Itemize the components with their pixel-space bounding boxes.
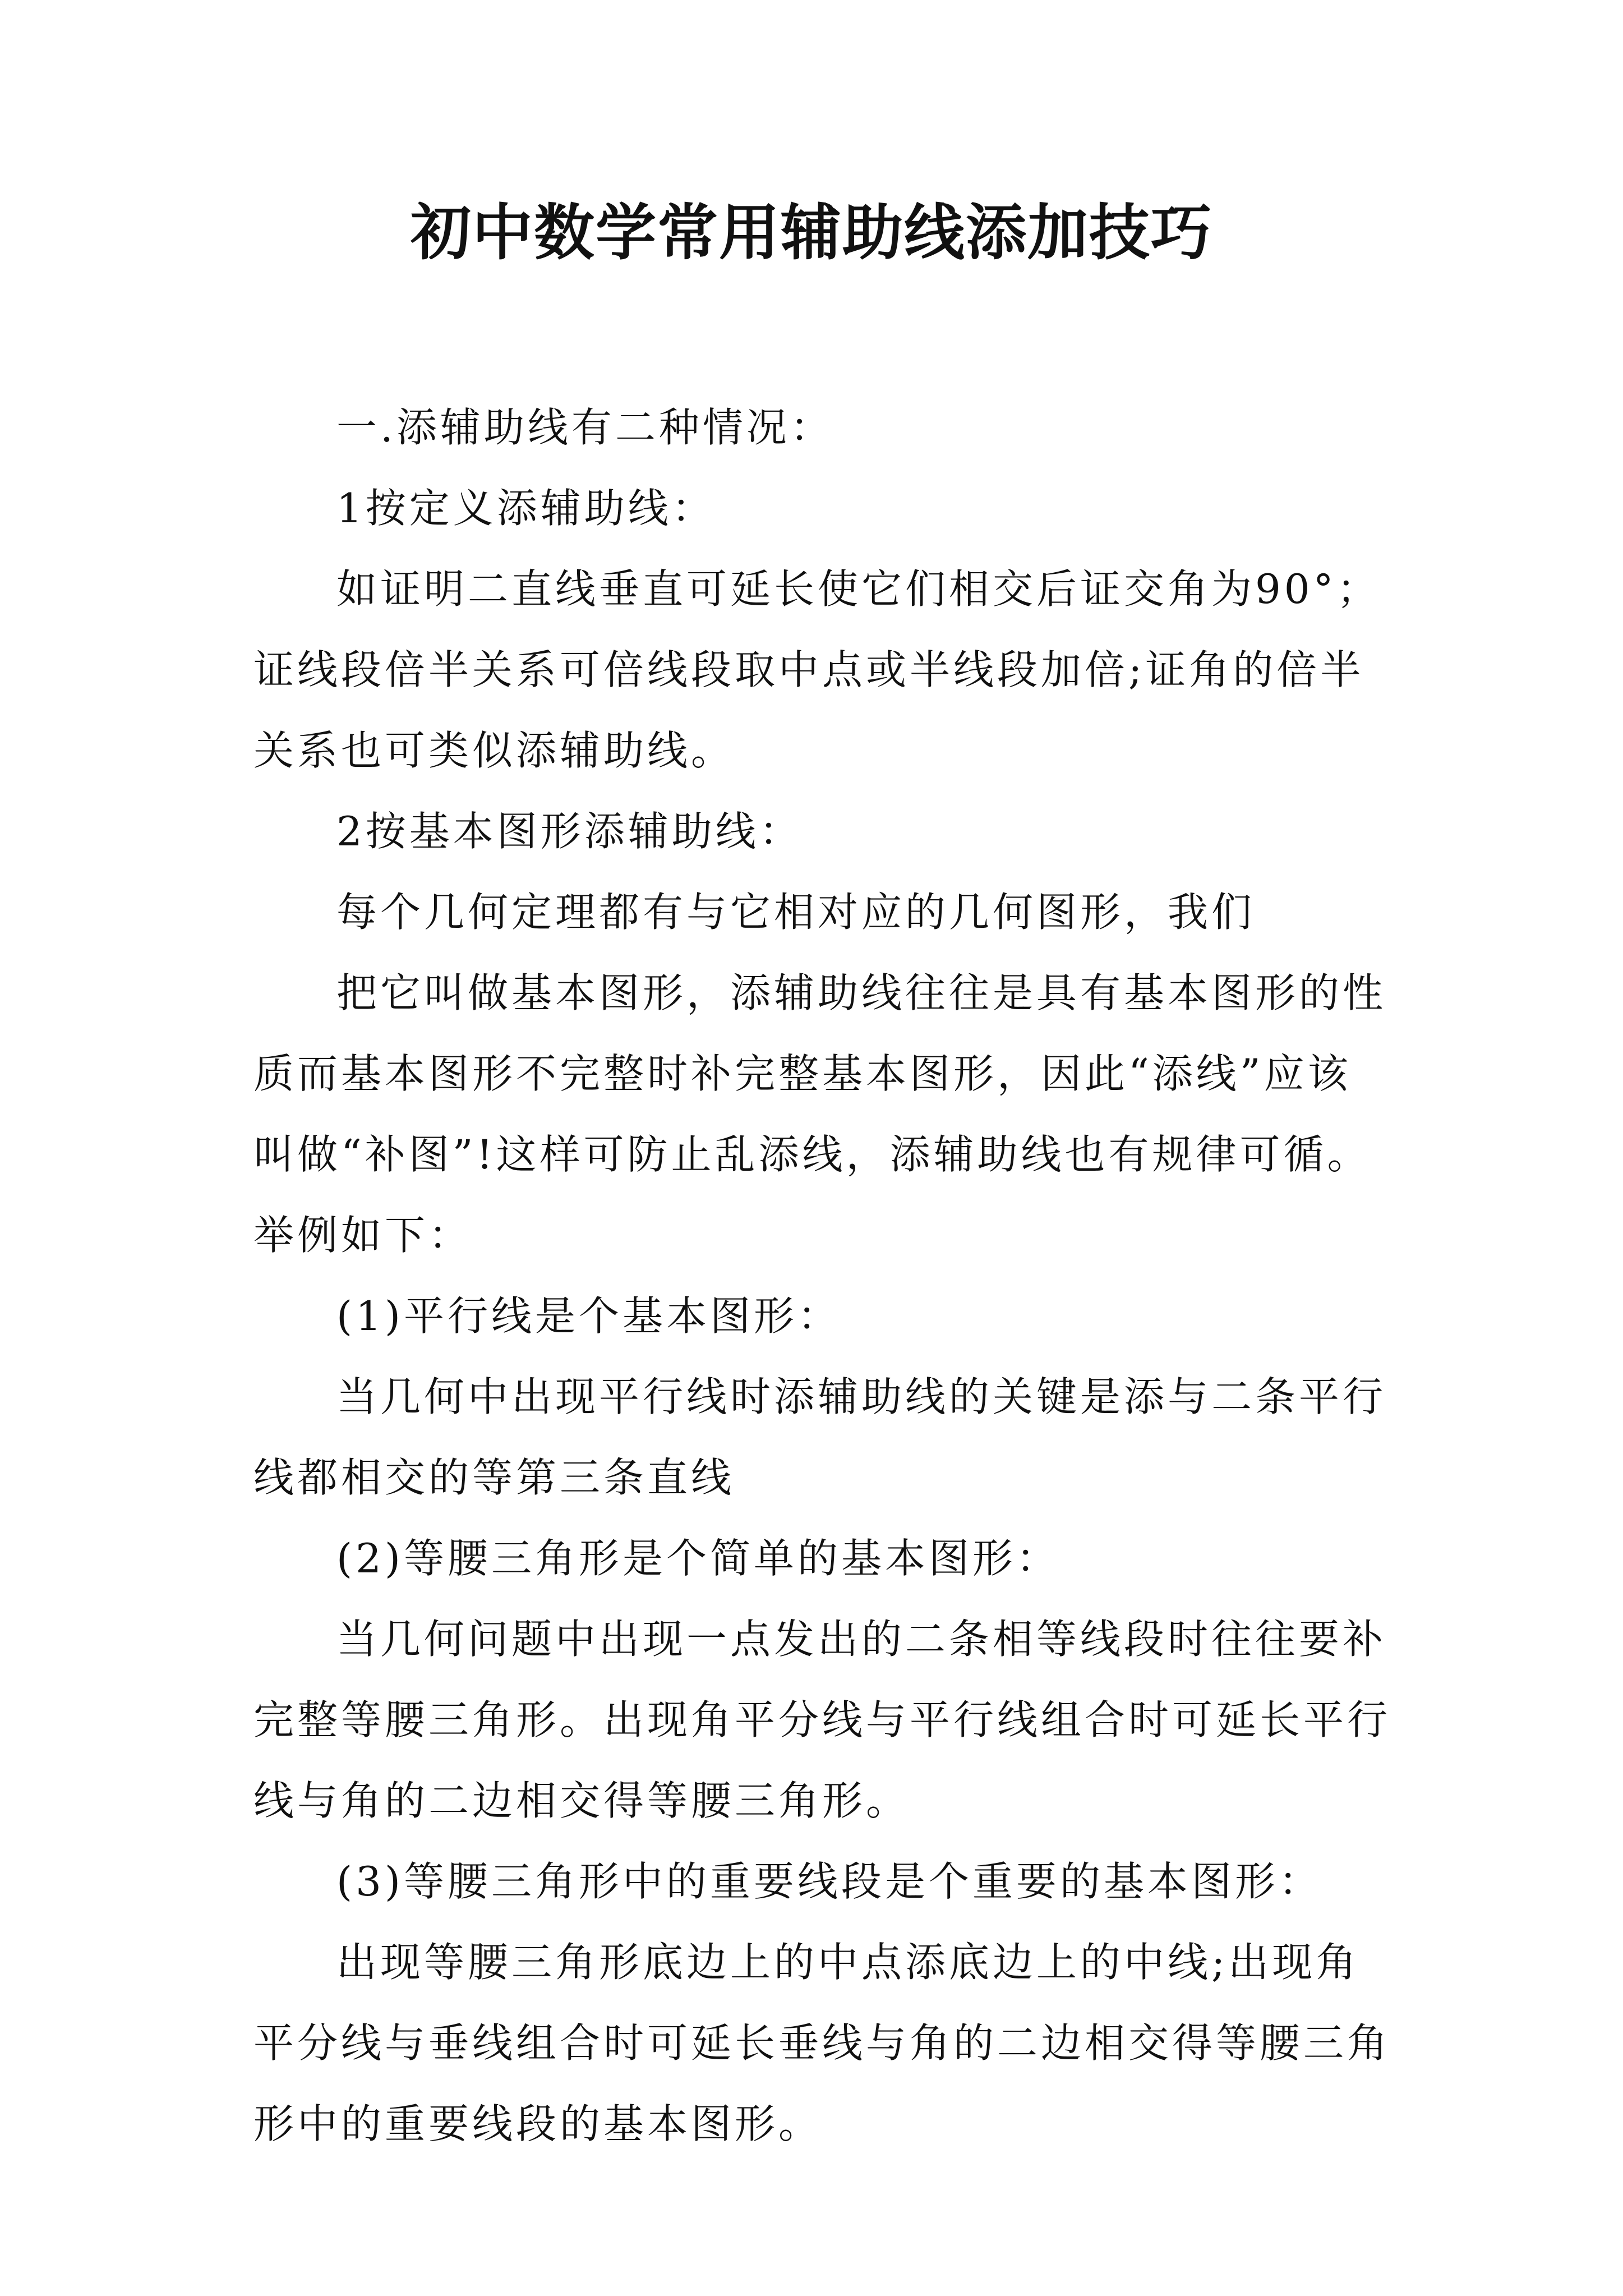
paragraph-important-segments-heading: (3)等腰三角形中的重要线段是个重要的基本图形： [336, 1858, 1322, 1905]
paragraph-basic-figure-intro: 每个几何定理都有与它相对应的几何图形，我们 [336, 889, 1256, 936]
paragraph-basic-figure-heading: 2按基本图形添辅助线： [336, 808, 803, 855]
paragraph-basic-figure-body: 把它叫做基本图形，添辅助线往往是具有基本图形的性质而基本图形不完整时补完整基本图形，因此“添线”应该叫做“补图”!这样可防止乱添线，添辅助线也有规律可循。举例如下： [253, 969, 1387, 1259]
paragraph-by-definition-heading: 1按定义添辅助线： [336, 485, 716, 532]
paragraph-isosceles-heading: (2)等腰三角形是个简单的基本图形： [336, 1535, 1060, 1582]
document-body [253, 387, 1392, 2164]
paragraph-by-definition-body: 如证明二直线垂直可延长使它们相交后证交角为90°；证线段倍半关系可倍线段取中点或半线段加倍;证角的倍半关系也可类似添辅助线。 [253, 565, 1381, 774]
paragraph-heading-cases: 一.添辅助线有二种情况： [336, 404, 834, 451]
paragraph-isosceles-body: 当几何问题中出现一点发出的二条相等线段时往往要补完整等腰三角形。出现角平分线与平行线组合时可延长平行线与角的二边相交得等腰三角形。 [253, 1616, 1391, 1824]
document-title: 初中数学常用辅助线添加技巧 [410, 197, 1212, 268]
paragraph-parallel-heading: (1)平行线是个基本图形： [336, 1292, 841, 1340]
paragraph-important-segments-body: 出现等腰三角形底边上的中点添底边上的中线;出现角平分线与垂线组合时可延长垂线与角的二边相交得等腰三角形中的重要线段的基本图形。 [253, 1939, 1391, 2147]
paragraph-parallel-body: 当几何中出现平行线时添辅助线的关键是添与二条平行线都相交的等第三条直线 [253, 1373, 1387, 1501]
